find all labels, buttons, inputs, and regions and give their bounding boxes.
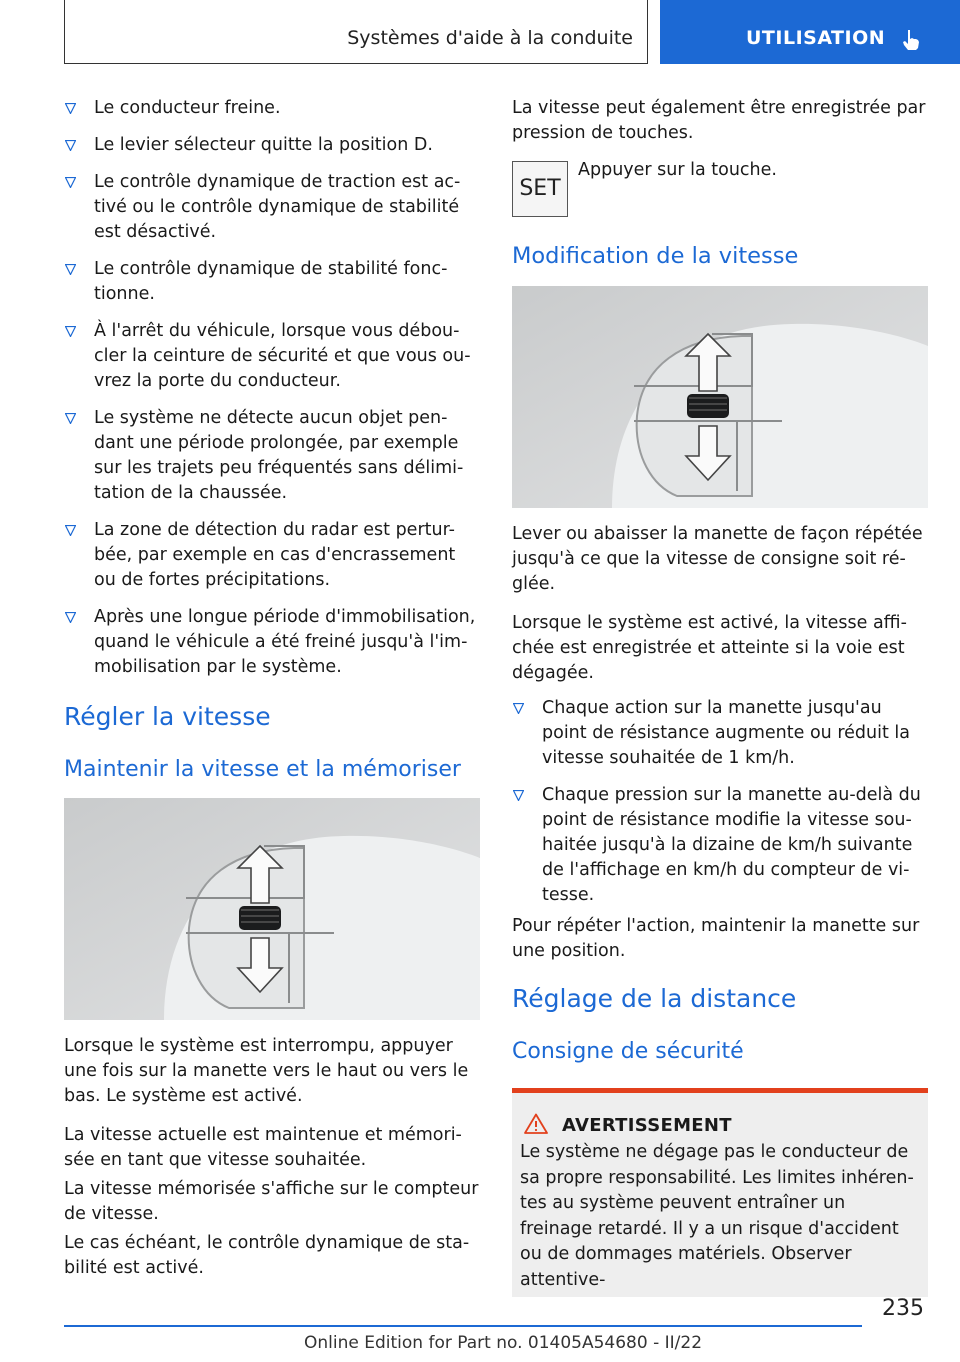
list-item: [64, 170, 482, 245]
paragraph: Lorsque le système est interrompu, appuyer une fois sur la manette vers le haut ou vers le bas. Le système est activé.: [64, 1036, 469, 1106]
bullet-triangle-icon: [65, 264, 76, 275]
steering-wheel-illustration: [64, 798, 480, 1020]
hand-pointer-icon: [900, 29, 922, 51]
set-button-icon: SET: [512, 161, 568, 217]
list-item: [512, 696, 928, 771]
adjustment-list: [512, 696, 928, 908]
bullet-triangle-icon: [65, 525, 76, 536]
list-item-text: Le contrôle dynamique de traction est ac-tivé ou le contrôle dynamique de stabilité est désactivé.: [94, 172, 461, 242]
heading-modification-vitesse: Modification de la vitesse: [512, 243, 799, 269]
steering-wheel-control-image: [512, 286, 928, 508]
list-item: [64, 96, 482, 121]
header-section-box: [64, 0, 648, 64]
bullet-triangle-icon: [65, 177, 76, 188]
bullet-triangle-icon: [65, 103, 76, 114]
bullet-triangle-icon: [513, 703, 524, 714]
bullet-triangle-icon: [65, 140, 76, 151]
list-item-text: Après une longue période d'immobilisation, quand le véhicule a été freiné jusqu'à l'im-mobilisation par le système.: [94, 607, 476, 677]
list-item-text: Le contrôle dynamique de stabilité fonc-tionne.: [94, 259, 448, 304]
heading-consigne-securite: Consigne de sécurité: [512, 1039, 744, 1064]
bullet-triangle-icon: [65, 413, 76, 424]
warning-triangle-icon: [524, 1113, 548, 1134]
list-item-text: Le système ne détecte aucun objet pen-dant une période prolongée, par exemple sur les trajets peu fréquentés sans délimi-tation de la chaussée.: [94, 408, 464, 503]
list-item: [64, 605, 482, 680]
bullet-triangle-icon: [65, 612, 76, 623]
list-item: [512, 783, 928, 908]
section-title: Systèmes d'aide à la conduite: [347, 27, 633, 49]
list-item-text: Chaque action sur la manette jusqu'au point de résistance augmente ou réduit la vitesse souhaitée de 1 km/h.: [542, 698, 910, 768]
footer-edition: Online Edition for Part no. 01405A54680 - II/22: [304, 1333, 703, 1353]
list-item: [64, 257, 482, 307]
paragraph: Lever ou abaisser la manette de façon répétée jusqu'à ce que la vitesse de consigne soit ré-glée.: [512, 524, 923, 594]
chapter-tab[interactable]: [660, 0, 960, 64]
list-item-text: Chaque pression sur la manette au-delà du point de résistance modifie la vitesse sou-haitée jusqu'à la dizaine de km/h suivante de l'affichage en km/h du compteur de vi-tesse.: [542, 785, 921, 905]
list-item: [64, 319, 482, 394]
paragraph: Lorsque le système est activé, la vitesse affi-chée est enregistrée et atteinte si la voie est dégagée.: [512, 613, 907, 683]
list-item-text: Le conducteur freine.: [94, 98, 281, 118]
paragraph: Pour répéter l'action, maintenir la manette sur une position.: [512, 916, 920, 961]
list-item: [64, 133, 482, 158]
bullet-triangle-icon: [513, 790, 524, 801]
chapter-tab-label: UTILISATION: [746, 27, 886, 49]
heading-maintenir-vitesse: Maintenir la vitesse et la mémoriser: [64, 757, 461, 782]
page-number: 235: [882, 1296, 924, 1321]
warning-title: AVERTISSEMENT: [562, 1115, 732, 1136]
set-button-text: Appuyer sur la touche.: [578, 160, 777, 180]
right-column: [512, 96, 928, 1297]
list-item-text: La zone de détection du radar est pertur-bée, par exemple en cas d'encrassement ou de fortes précipitations.: [94, 520, 456, 590]
paragraph: La vitesse actuelle est maintenue et mémori-sée en tant que vitesse souhaitée.: [64, 1125, 462, 1170]
warning-text: Le système ne dégage pas le conducteur de sa propre responsabilité. Les limites inhéren-tes au système peuvent entraîner un freinage retardé. Il y a un risque d'accident ou de dommages matériels. Observer attentive-: [520, 1142, 914, 1290]
list-item-text: À l'arrêt du véhicule, lorsque vous débou-cler la ceinture de sécurité et que vous ou-vrez la porte du conducteur.: [94, 321, 471, 391]
steering-wheel-control-image: [64, 798, 480, 1020]
footer-divider: [64, 1325, 862, 1327]
steering-wheel-illustration: [512, 286, 928, 508]
paragraph: La vitesse peut également être enregistrée par pression de touches.: [512, 98, 926, 143]
heading-regler-vitesse: Régler la vitesse: [64, 702, 271, 731]
list-item: [64, 518, 482, 593]
paragraph: La vitesse mémorisée s'affiche sur le compteur de vitesse.: [64, 1179, 479, 1224]
left-column: [64, 96, 482, 1295]
list-item: [64, 406, 482, 506]
warning-box: [512, 1088, 928, 1297]
heading-reglage-distance: Réglage de la distance: [512, 984, 797, 1013]
warning-header: [520, 1113, 920, 1136]
paragraph: Le cas échéant, le contrôle dynamique de sta-bilité est activé.: [64, 1233, 470, 1278]
list-item-text: Le levier sélecteur quitte la position D.: [94, 135, 433, 155]
set-button-row: [512, 158, 928, 230]
bullet-triangle-icon: [65, 326, 76, 337]
condition-list: [64, 96, 482, 680]
